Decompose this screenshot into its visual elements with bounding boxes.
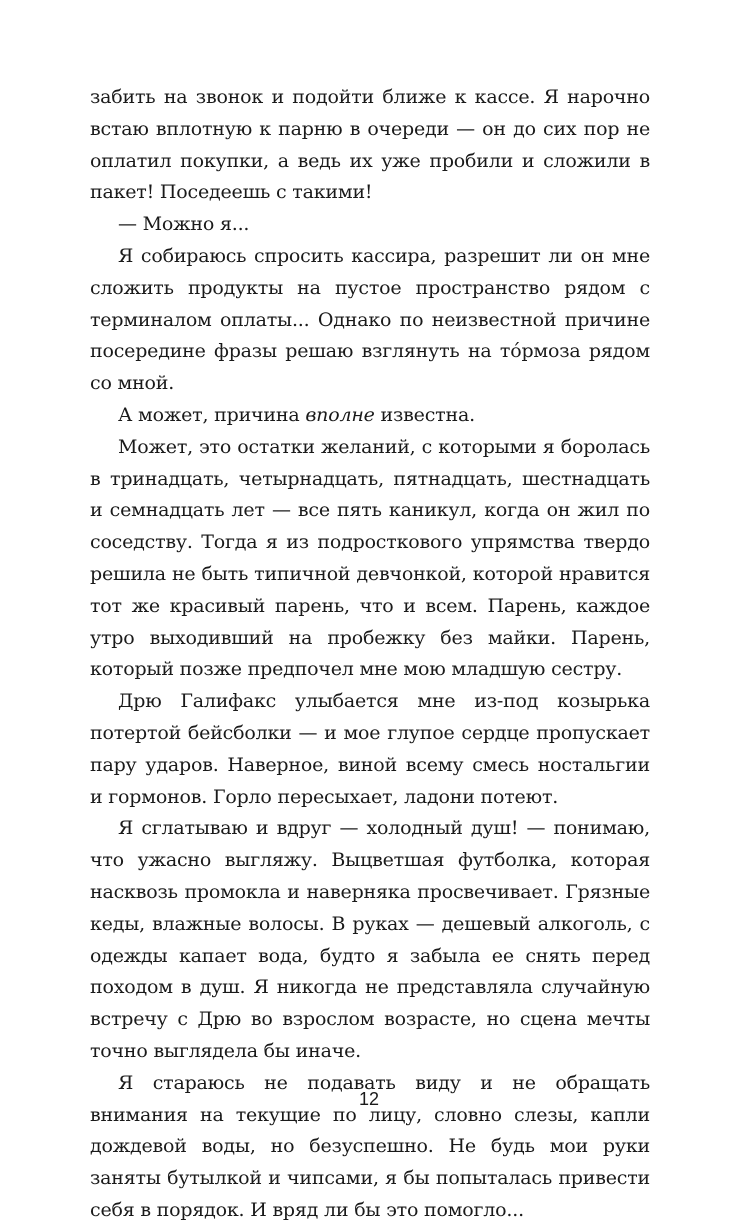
paragraph-4-emphasis: вполне [305, 403, 375, 426]
paragraph-6: Дрю Галифакс улыбается мне из-под козырька потертой бейсболки — и мое глупое сердце пропускает пару ударов. Наверное, виной всему смесь ностальгии и гормонов. Горло пересыхает, ладони потеют. [90, 690, 650, 808]
page-number: 12 [358, 1089, 380, 1109]
paragraph-3: Я собираюсь спросить кассира, разрешит ли он мне сложить продукты на пустое пространство рядом с терминалом оплаты... Однако по неизвестной причине посередине фразы решаю взглянуть на тóрмоза рядом со мной. [90, 244, 650, 395]
paragraph-7: Я сглатываю и вдруг — холодный душ! — понимаю, что ужасно выгляжу. Выцветшая футболка, которая насквозь промокла и наверняка просвечивает. Грязные кеды, влажные волосы. В руках — дешевый алкоголь, с одежды капает вода, будто я забыла ее снять перед походом в душ. Я никогда не представляла случайную встречу с Дрю во взрослом возрасте, но сцена мечты точно выглядела бы иначе. [90, 817, 650, 1062]
paragraph-4-after: известна. [374, 403, 475, 426]
paragraph-4-before: А может, причина [118, 403, 306, 426]
paragraph-4 [90, 400, 650, 432]
paragraph-1: забить на звонок и подойти ближе к кассе. Я нарочно встаю вплотную к парню в очереди — он до сих пор не оплатил покупки, а ведь их уже пробили и сложили в пакет! Поседеешь с такими! [90, 86, 650, 204]
page-body [90, 82, 650, 1227]
paragraph-2: — Можно я... [118, 213, 250, 236]
paragraph-5: Может, это остатки желаний, с которыми я боролась в тринадцать, четырнадцать, пятнадцать, шестнадцать и семнадцать лет — все пять каникул, когда он жил по соседству. Тогда я из подросткового упрямства твердо решила не быть типичной девчонкой, которой нравится тот же красивый парень, что и всем. Парень, каждое утро выходивший на пробежку без майки. Парень, который позже предпочел мне мою младшую сестру. [90, 435, 650, 681]
paragraph-8: Я стараюсь не подавать виду и не обращать внимания на текущие по лицу, словно слезы, капли дождевой воды, но безуспешно. Не будь мои руки заняты бутылкой и чипсами, я бы попыталась привести себя в порядок. И вряд ли бы это помогло... [90, 1071, 650, 1221]
